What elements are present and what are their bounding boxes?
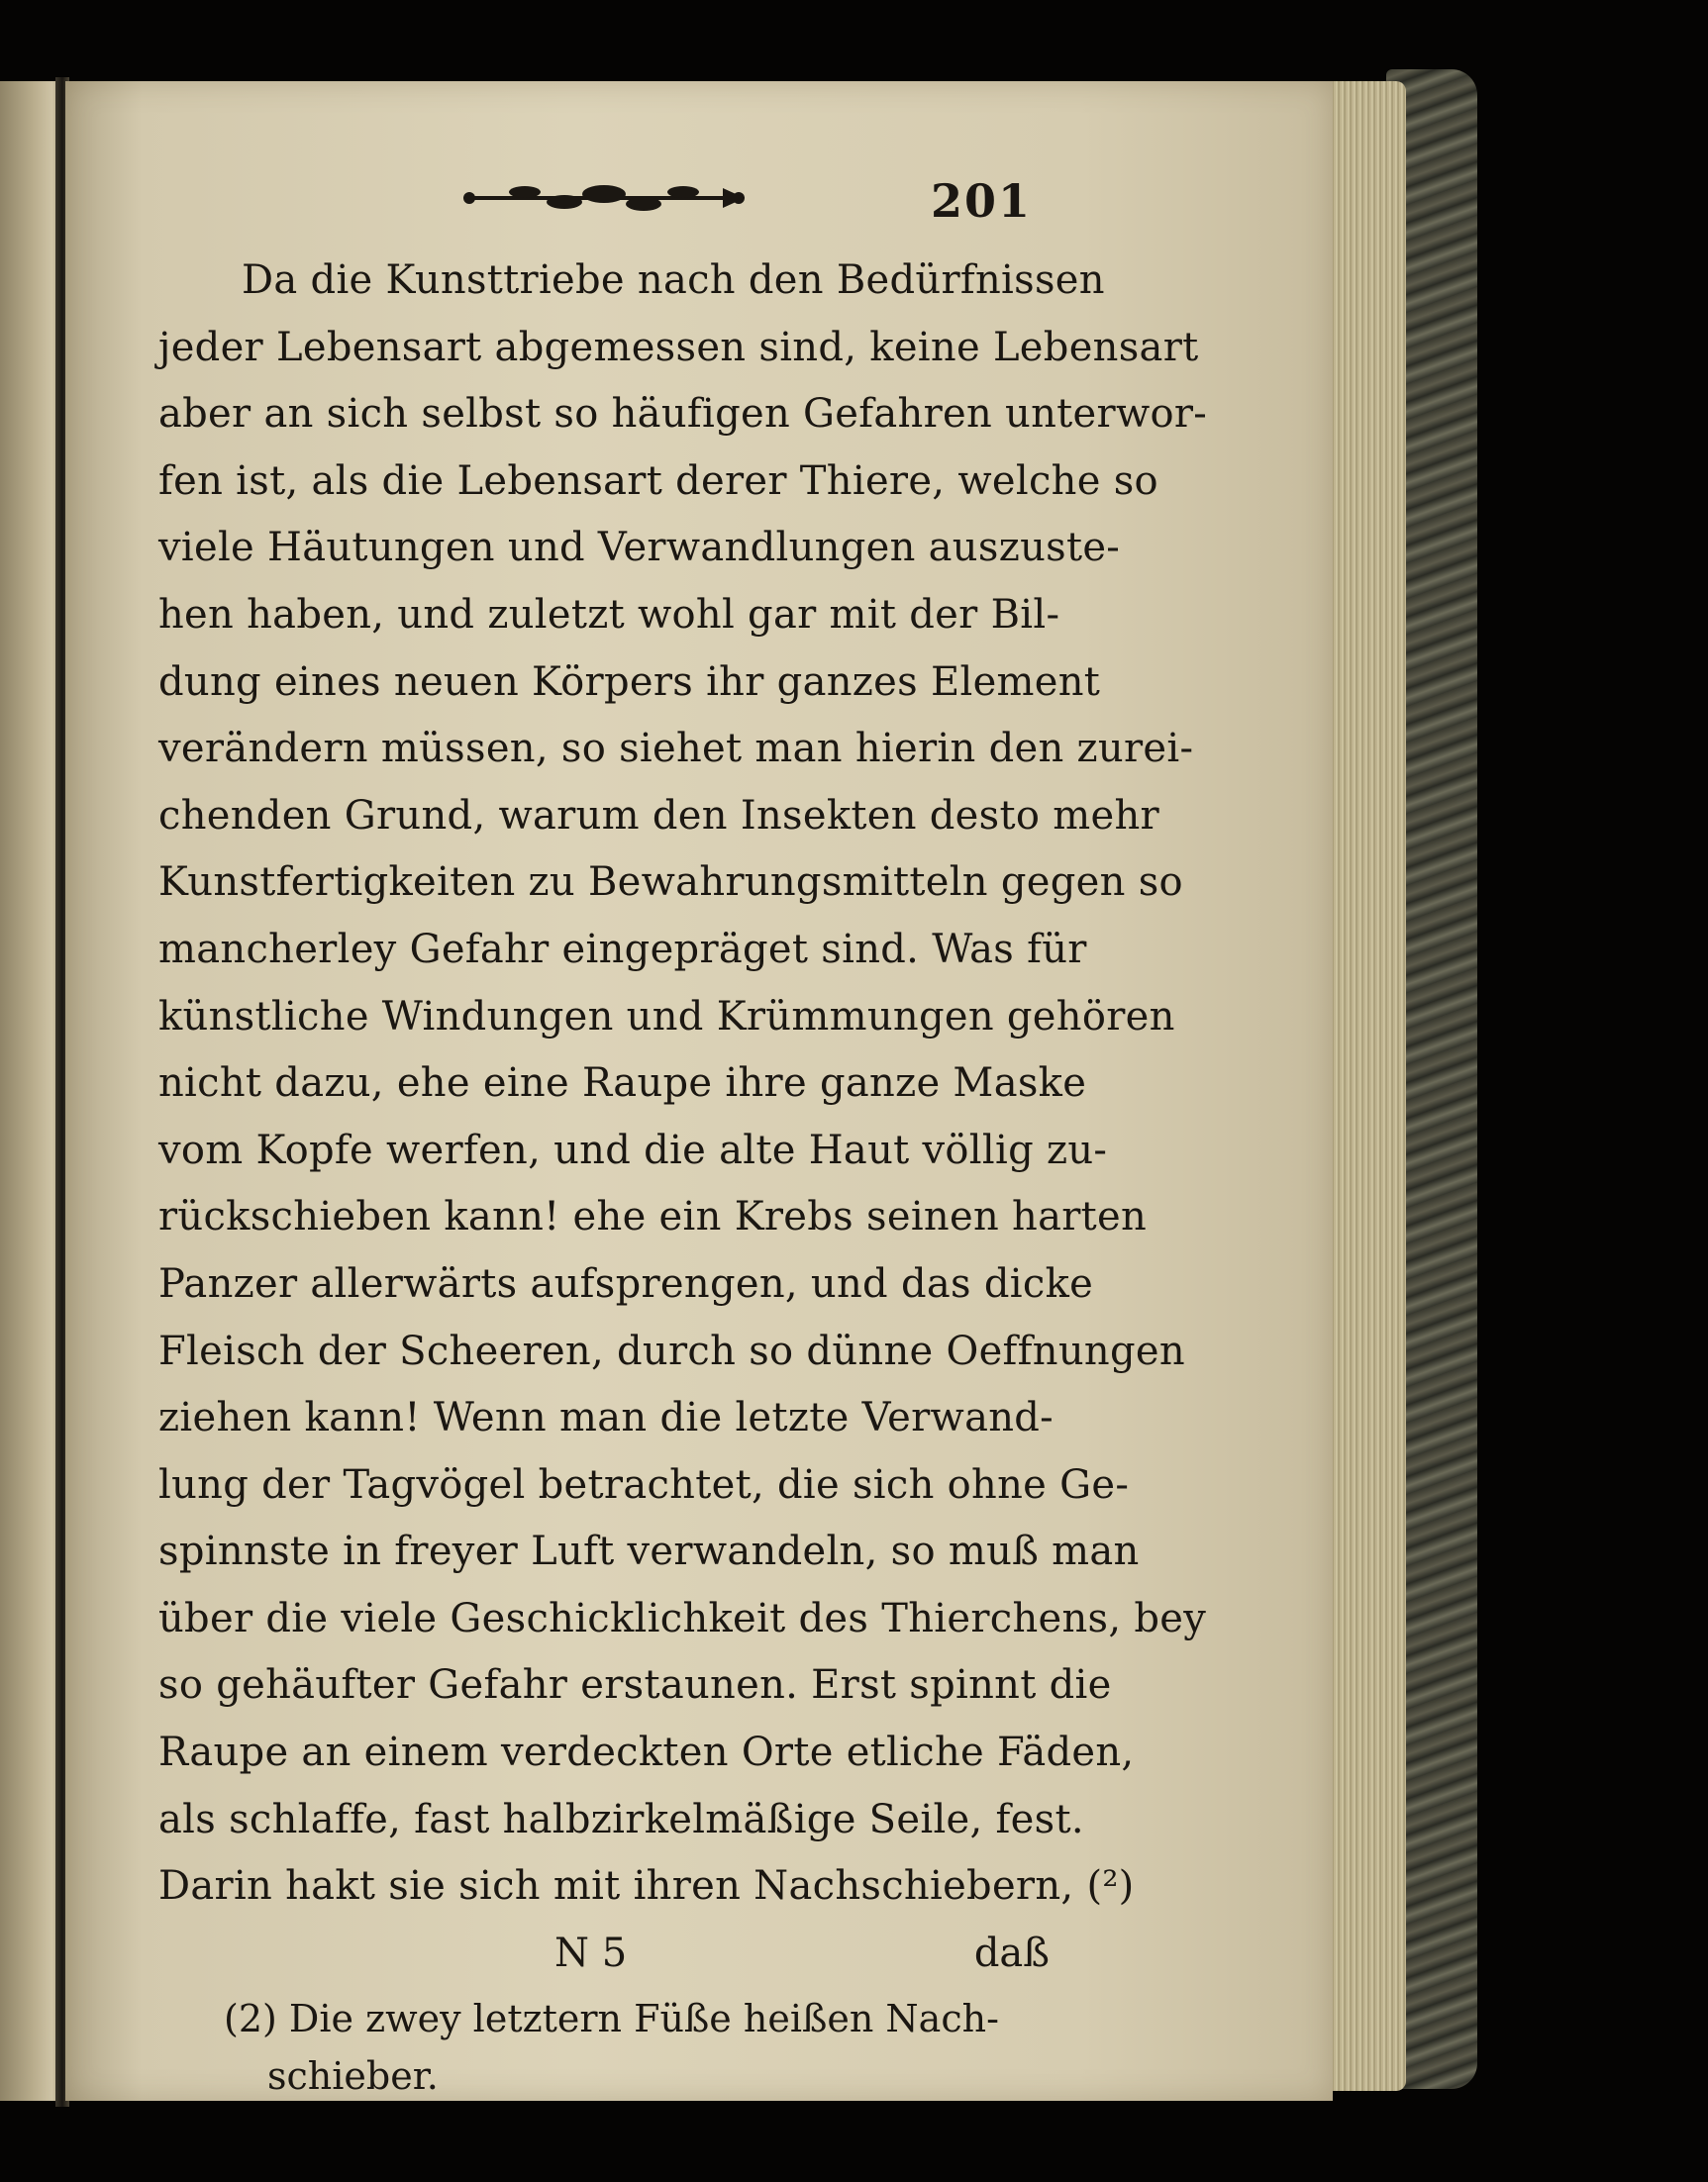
- text-line: über die viele Geschicklichkeit des Thierchens, bey: [158, 1595, 1207, 1641]
- text-line: Kunstfertigkeiten zu Bewahrungsmitteln gegen so: [158, 859, 1183, 906]
- page-header: [158, 174, 1050, 248]
- text-line: so gehäufter Gefahr erstaunen. Erst spinnt die: [158, 1662, 1112, 1709]
- text-line: ziehen kann! Wenn man die letzte Verwand-: [158, 1395, 1054, 1441]
- text-line: lung der Tagvögel betrachtet, die sich ohne Ge-: [158, 1461, 1130, 1508]
- text-line: verändern müssen, so siehet man hierin den zurei-: [158, 726, 1194, 772]
- text-line: Fleisch der Scheeren, durch so dünne Oeffnungen: [158, 1328, 1185, 1374]
- text-line: nicht dazu, ehe eine Raupe ihre ganze Maske: [158, 1060, 1087, 1107]
- footnote-line: (2) Die zwey letztern Füße heißen Nach-: [224, 1996, 999, 2040]
- page-number: 201: [931, 174, 1033, 228]
- text-line: viele Häutungen und Verwandlungen auszuste-: [158, 525, 1121, 571]
- text-line: Raupe an einem verdeckten Orte etliche Fäden,: [158, 1730, 1135, 1776]
- footnote-line: schieber.: [267, 2053, 439, 2098]
- text-line: vom Kopfe werfen, und die alte Haut völlig zu-: [158, 1127, 1108, 1173]
- text-line: künstliche Windungen und Krümmungen gehören: [158, 993, 1175, 1040]
- text-line: Panzer allerwärts aufsprengen, und das dicke: [158, 1260, 1094, 1307]
- text-line: Da die Kunsttriebe nach den Bedürfnissen: [242, 257, 1105, 303]
- text-line: aber an sich selbst so häufigen Gefahren unterwor-: [158, 391, 1208, 438]
- catchword: daß: [973, 1930, 1050, 1976]
- text-line: dung eines neuen Körpers ihr ganzes Element: [158, 658, 1101, 705]
- page-text-block: [158, 174, 1208, 2105]
- text-line: hen haben, und zuletzt wohl gar mit der Bil-: [158, 591, 1060, 638]
- text-line: mancherley Gefahr eingepräget sind. Was für: [158, 926, 1087, 972]
- text-line: spinnste in freyer Luft verwandeln, so muß man: [158, 1529, 1140, 1575]
- text-line: rückschieben kann! ehe ein Krebs seinen harten: [158, 1194, 1148, 1240]
- footnote: [158, 1990, 1050, 2105]
- text-line: jeder Lebensart abgemessen sind, keine Lebensart: [158, 324, 1199, 370]
- text-line: chenden Grund, warum den Insekten desto mehr: [158, 792, 1159, 839]
- text-line: Darin hakt sie sich mit ihren Nachschiebern, (²): [158, 1863, 1135, 1910]
- text-line: als schlaffe, fast halbzirkelmäßige Seile, fest.: [158, 1796, 1084, 1842]
- signature-mark: N 5: [554, 1930, 628, 1976]
- facing-page-edge: [0, 81, 61, 2101]
- page-footer: [158, 1923, 1050, 1984]
- text-line: fen ist, als die Lebensart derer Thiere, welche so: [158, 457, 1158, 504]
- scroll-ornament-icon: [455, 178, 753, 218]
